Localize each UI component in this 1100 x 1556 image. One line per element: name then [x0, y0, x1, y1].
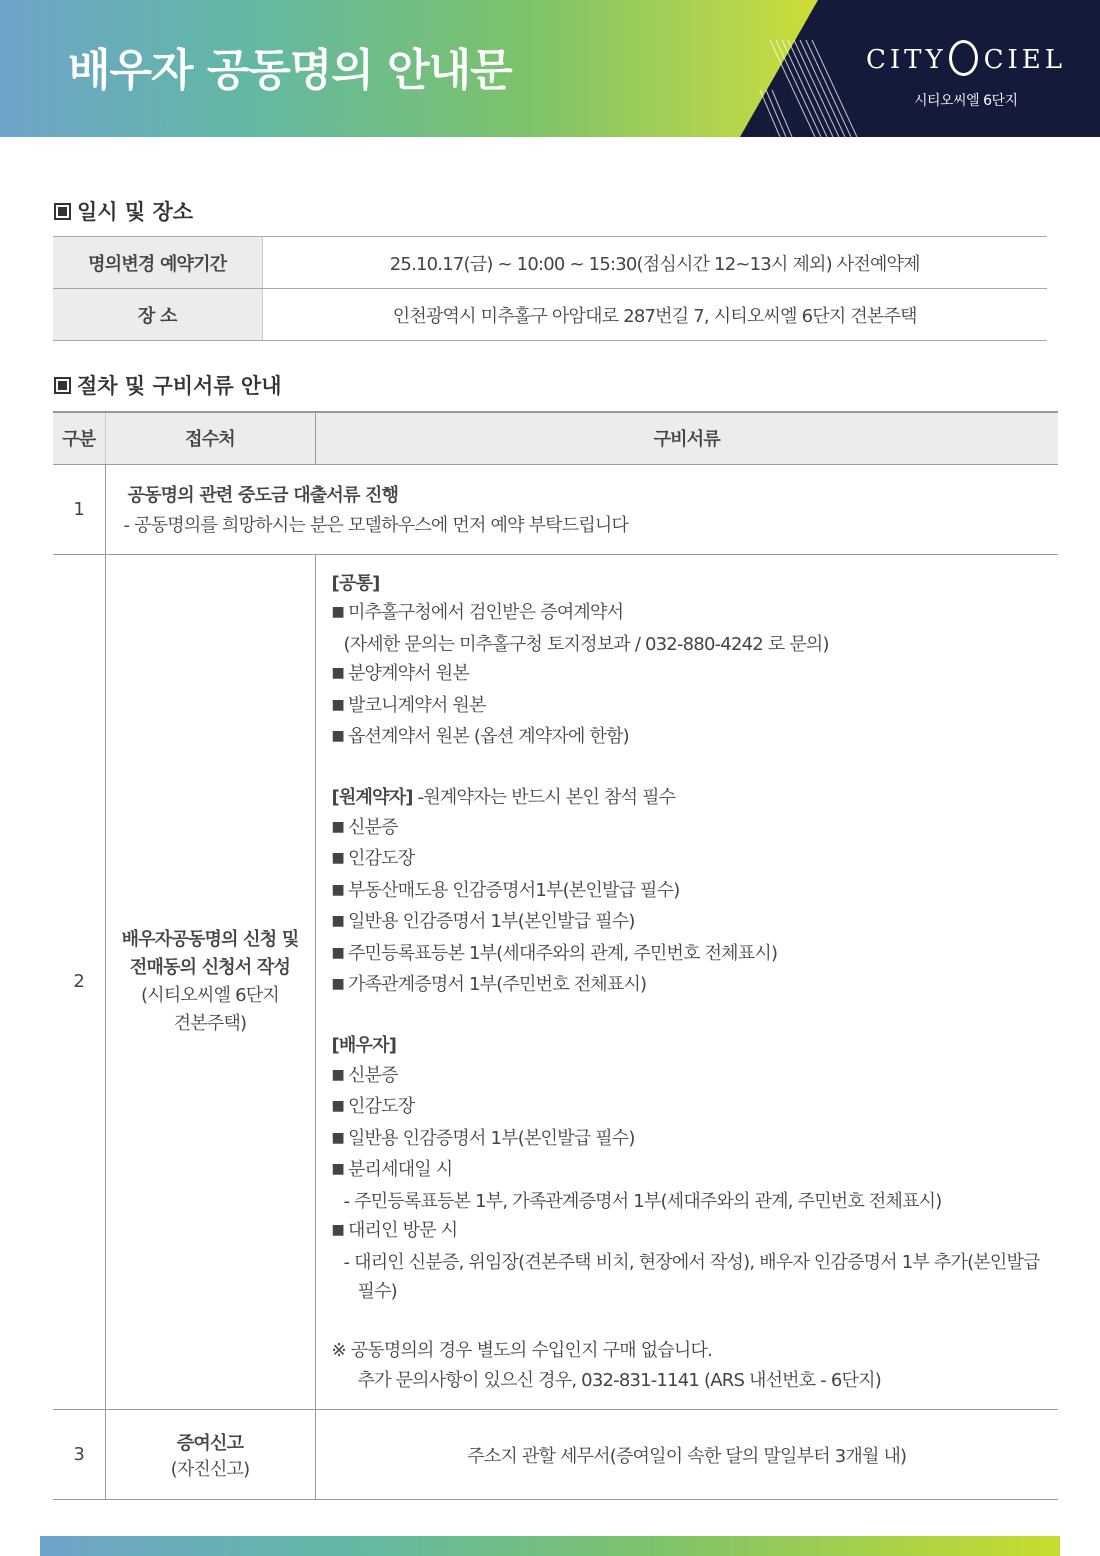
row1-content	[105, 464, 1058, 554]
column-header-no: 구분	[53, 412, 105, 464]
section-title-text: 일시 및 장소	[77, 200, 194, 224]
list-item: ■ 일반용 인감증명서 1부(본인발급 필수)	[332, 907, 1059, 939]
row3-documents: 주소지 관할 세무서(증여일이 속한 달의 말일부터 3개월 내)	[315, 1410, 1058, 1500]
footer-gradient-bar	[40, 1536, 1060, 1556]
table-row	[53, 464, 1058, 554]
list-item: ■ 미추홀구청에서 검인받은 증여계약서	[332, 598, 1059, 630]
row2-place	[105, 554, 315, 1410]
list-item: ■ 옵션계약서 원본 (옵션 계약자에 한함)	[332, 722, 1059, 754]
row-number: 2	[53, 554, 105, 1410]
list-item: ■ 분리세대일 시	[332, 1155, 1059, 1187]
table-row	[53, 1410, 1058, 1500]
original-heading-label: [원계약자]	[331, 787, 413, 808]
list-item: ■ 분양계약서 원본	[332, 659, 1059, 691]
spouse-heading: [배우자]	[331, 1035, 397, 1056]
period-value: 25.10.17(금) ~ 10:00 ~ 15:30(점심시간 12~13시 제외) 사전예약제	[262, 237, 1047, 289]
row3-place	[105, 1410, 315, 1500]
row1-note: - 공동명의를 희망하시는 분은 모델하우스에 먼저 예약 부탁드립니다	[123, 515, 629, 536]
list-item: ■ 일반용 인감증명서 1부(본인발급 필수)	[332, 1124, 1059, 1156]
section-title-procedure	[54, 370, 282, 400]
table-row	[53, 289, 1047, 341]
list-item: ■ 인감도장	[332, 1092, 1059, 1124]
document-title: 배우자 공동명의 안내문	[68, 45, 512, 96]
common-note: (자세한 문의는 미추홀구청 토지정보과 / 032-880-4242 로 문의)	[343, 633, 829, 655]
square-bullet-icon	[54, 203, 71, 220]
brand-subtitle: 시티오씨엘 6단지	[914, 93, 1018, 109]
schedule-table	[53, 236, 1047, 341]
brand-word-left: CITY	[866, 45, 947, 75]
column-header-docs: 구비서류	[315, 412, 1058, 464]
list-item: ■ 신분증	[332, 1061, 1059, 1093]
table-row	[53, 554, 1058, 1410]
list-item: ■ 신분증	[332, 813, 1059, 845]
brand-circle-icon	[949, 40, 978, 76]
sub-item: - 대리인 신분증, 위임장(견본주택 비치, 현장에서 작성), 배우자 인감증명서 1부 추가(본인발급	[343, 1251, 1040, 1273]
place-line: 견본주택)	[173, 1012, 247, 1034]
section-title-text: 절차 및 구비서류 안내	[77, 374, 282, 398]
sub-item: - 주민등록표등본 1부, 가족관계증명서 1부(세대주와의 관계, 주민번호 전체표시)	[343, 1190, 942, 1212]
original-contractor-heading	[332, 783, 1059, 813]
table-row	[53, 237, 1047, 289]
remark-line: 추가 문의사항이 있으신 경우, 032-831-1141 (ARS 내선번호 - 6단지)	[357, 1369, 881, 1391]
period-label: 명의변경 예약기간	[53, 237, 262, 289]
row1-title: 공동명의 관련 중도금 대출서류 진행	[127, 485, 399, 506]
row-number: 3	[53, 1410, 105, 1500]
list-item: ■ 발코니계약서 원본	[332, 691, 1059, 723]
place-line: 증여신고	[176, 1432, 244, 1454]
brand-wordmark	[866, 42, 1066, 78]
remark-line: ※ 공동명의의 경우 별도의 수입인지 구매 없습니다.	[331, 1340, 712, 1361]
place-line: (자진신고)	[170, 1458, 250, 1480]
common-heading: [공통]	[331, 572, 380, 594]
place-line: 배우자공동명의 신청 및	[121, 928, 299, 950]
place-line: (시티오씨엘 6단지	[141, 984, 279, 1006]
row2-documents	[315, 554, 1058, 1410]
header-banner	[0, 0, 1100, 137]
place-value: 인천광역시 미추홀구 아암대로 287번길 7, 시티오씨엘 6단지 견본주택	[262, 289, 1047, 341]
section-title-schedule	[54, 196, 193, 226]
procedure-table	[53, 411, 1058, 1500]
list-item: ■ 가족관계증명서 1부(주민번호 전체표시)	[332, 970, 1059, 1002]
list-item: ■ 인감도장	[332, 844, 1059, 876]
square-bullet-icon	[54, 377, 71, 394]
place-line: 전매동의 신청서 작성	[129, 956, 291, 978]
place-label: 장 소	[53, 289, 262, 341]
spacer	[332, 1307, 1059, 1337]
original-heading-note: -원계약자는 반드시 본인 참석 필수	[412, 787, 676, 808]
sub-item-continued: 필수)	[357, 1281, 397, 1302]
spacer	[332, 1002, 1059, 1032]
list-item: ■ 대리인 방문 시	[332, 1216, 1059, 1248]
row-number: 1	[53, 464, 105, 554]
brand-logo	[866, 42, 1066, 110]
brand-word-right: CIEL	[983, 45, 1066, 75]
column-header-place: 접수처	[105, 412, 315, 464]
table-header-row	[53, 412, 1058, 464]
list-item: ■ 주민등록표등본 1부(세대주와의 관계, 주민번호 전체표시)	[332, 939, 1059, 971]
spacer	[332, 754, 1059, 784]
list-item: ■ 부동산매도용 인감증명서1부(본인발급 필수)	[332, 876, 1059, 908]
